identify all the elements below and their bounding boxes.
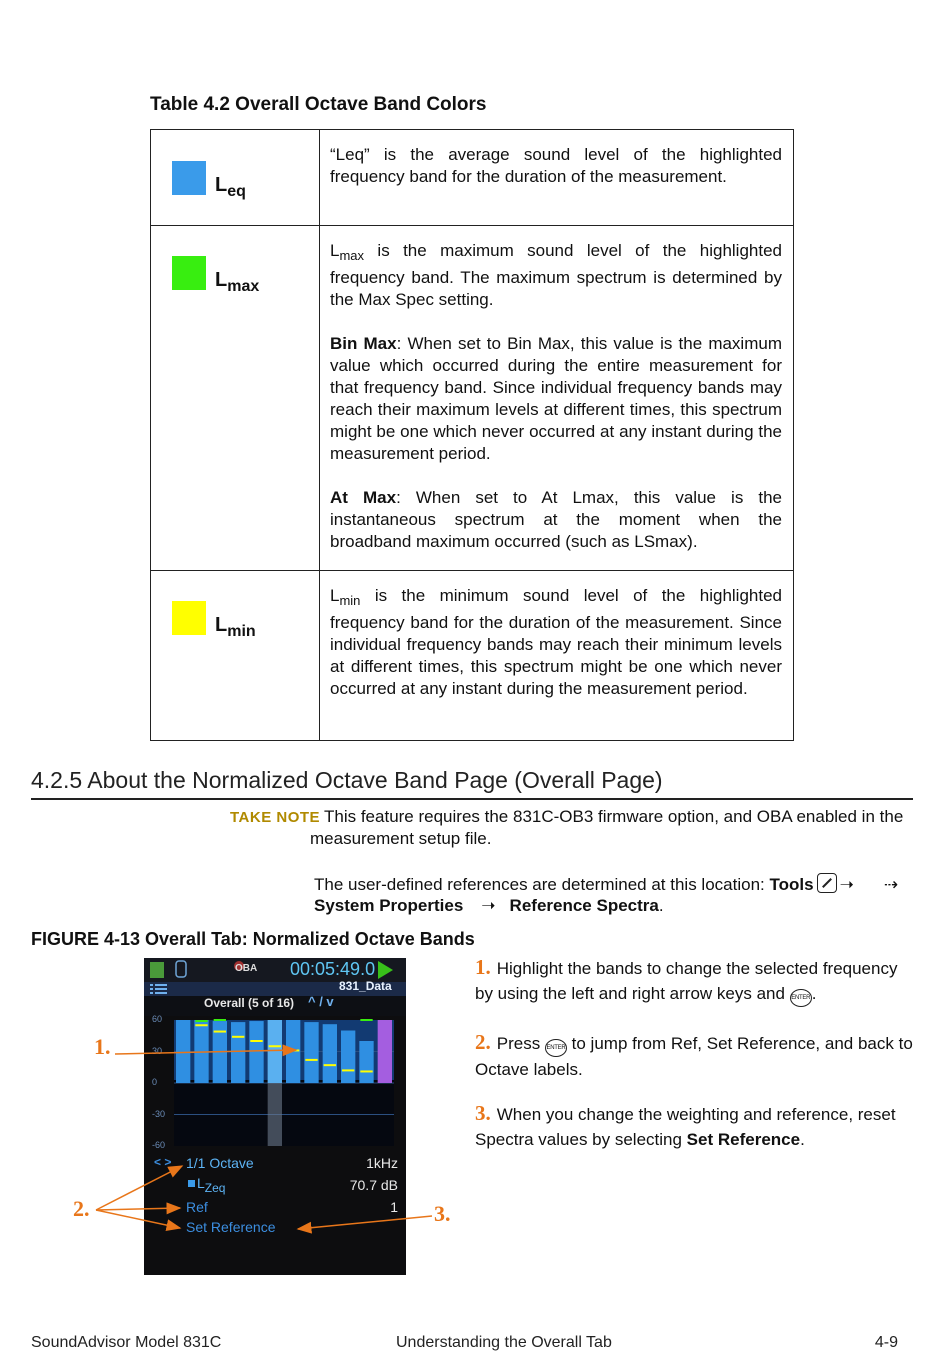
section-heading: 4.2.5 About the Normalized Octave Band Page (Overall Page) [31, 767, 663, 793]
table-title: Table 4.2 Overall Octave Band Colors [150, 94, 487, 115]
y-tick-label: -30 [152, 1108, 166, 1119]
set-reference-bold: Set Reference [686, 1130, 801, 1149]
y-tick-label: 30 [152, 1045, 163, 1056]
y-tick-label: 0 [152, 1077, 158, 1087]
leq-description: “Leq” is the average sound level of the highlighted frequency band for the duration of the measurement. [320, 130, 794, 226]
bin-max-label: Bin Max [330, 334, 397, 353]
reference-spectra-label: Reference Spectra [509, 896, 659, 915]
set-reference-label[interactable]: Set Reference [186, 1219, 276, 1235]
at-max-label: At Max [330, 488, 397, 507]
callout-arrow-1 [115, 1050, 296, 1054]
file-name: 831_Data [339, 979, 392, 993]
figure-caption: FIGURE 4-13 Overall Tab: Normalized Octave Bands [31, 929, 475, 949]
tools-label: Tools [769, 875, 814, 894]
lmin-symbol: $L_{min}$ [215, 614, 256, 640]
octave-label[interactable]: 1/1 Octave [186, 1155, 254, 1171]
dotted-arrow-icon: ⇢ [883, 875, 899, 894]
level-value: 70.7 dB [349, 1177, 398, 1193]
y-tick-label: 60 [152, 1014, 163, 1024]
page-nav-arrows-icon[interactable]: ^ / v [308, 994, 334, 1009]
note-text-line1: This feature requires the 831C-OB3 firmware option, and OBA enabled in the [324, 807, 904, 826]
callout-arrow-2c [96, 1210, 180, 1228]
overall-header: Overall (5 of 16) [204, 996, 295, 1010]
lmax-description: $L_{max}$ is the maximum sound level of the highlighted frequency band. The maximum spectrum is determined by the Max Spec setting. Bin Max: When set to Bin Max, this value is the maximum value which occurred during the entire measurement for that frequency band. Since individual frequency bands may reach their maximum levels at different times, this spectrum might be one which never occurred at any instant during the measurement period. At Max: When set to At Lmax, this value is the instantaneous spectrum at the moment when the broadband maximum occurred (such as LSmax). [320, 226, 794, 571]
step-1: 1. Highlight the bands to change the selected frequency by using the left and right arrow keys and ENTER. [475, 955, 915, 1007]
weighting-label: $L_{Zeq}$ [197, 1175, 226, 1195]
frequency-value: 1kHz [366, 1155, 398, 1171]
enter-key-icon: ENTER [790, 989, 812, 1007]
reference-location-line2: System Properties ➝ Reference Spectra. [314, 896, 664, 915]
callout-label-3: 3. [434, 1201, 451, 1226]
callout-arrow-2b [96, 1208, 180, 1210]
elapsed-time: 00:05:49.0 [290, 959, 376, 979]
step-3: 3. When you change the weighting and reference, reset Spectra values by selecting Set Reference. [475, 1101, 896, 1149]
callout-arrow-2a [96, 1166, 182, 1210]
callout-arrow-3 [298, 1216, 432, 1229]
footer-product: SoundAdvisor Model 831C [31, 1334, 222, 1351]
reference-location-line1: The user-defined references are determined at this location: Tools ➝ ⇢ [314, 875, 899, 894]
ref-value: 1 [390, 1199, 398, 1215]
footer-page-number: 4-9 [874, 1334, 898, 1351]
step-2: 2. Press ENTER to jump from Ref, Set Reference, and back to Octave labels. [475, 1030, 913, 1079]
footer-chapter: Understanding the Overall Tab [396, 1334, 612, 1351]
callout-label-2: 2. [73, 1196, 90, 1221]
take-note-label: TAKE NOTE [230, 809, 321, 826]
callout-label-1: 1. [94, 1034, 111, 1059]
system-properties-label: System Properties [314, 896, 464, 915]
arrow-icon: ➝ [481, 896, 496, 915]
leq-symbol: $L_{eq}$ [215, 174, 246, 200]
ref-label[interactable]: Ref [186, 1199, 208, 1215]
lmax-symbol: $L_{max}$ [215, 269, 260, 295]
arrow-icon: ➝ [839, 875, 854, 894]
left-right-arrows-icon[interactable]: < > [154, 1155, 172, 1169]
oba-logo: OBA [235, 963, 258, 974]
note-text-line2: measurement setup file. [310, 829, 492, 848]
y-tick-label: -60 [152, 1140, 166, 1150]
lmin-description: $L_{min}$ is the minimum sound level of the highlighted frequency band for the duration of the measurement. Since individual frequency bands may reach their minimum levels at different times, this spectrum might be one which never occurred at any instant during the measurement period. [320, 571, 794, 741]
enter-key-icon: ENTER [545, 1039, 567, 1057]
